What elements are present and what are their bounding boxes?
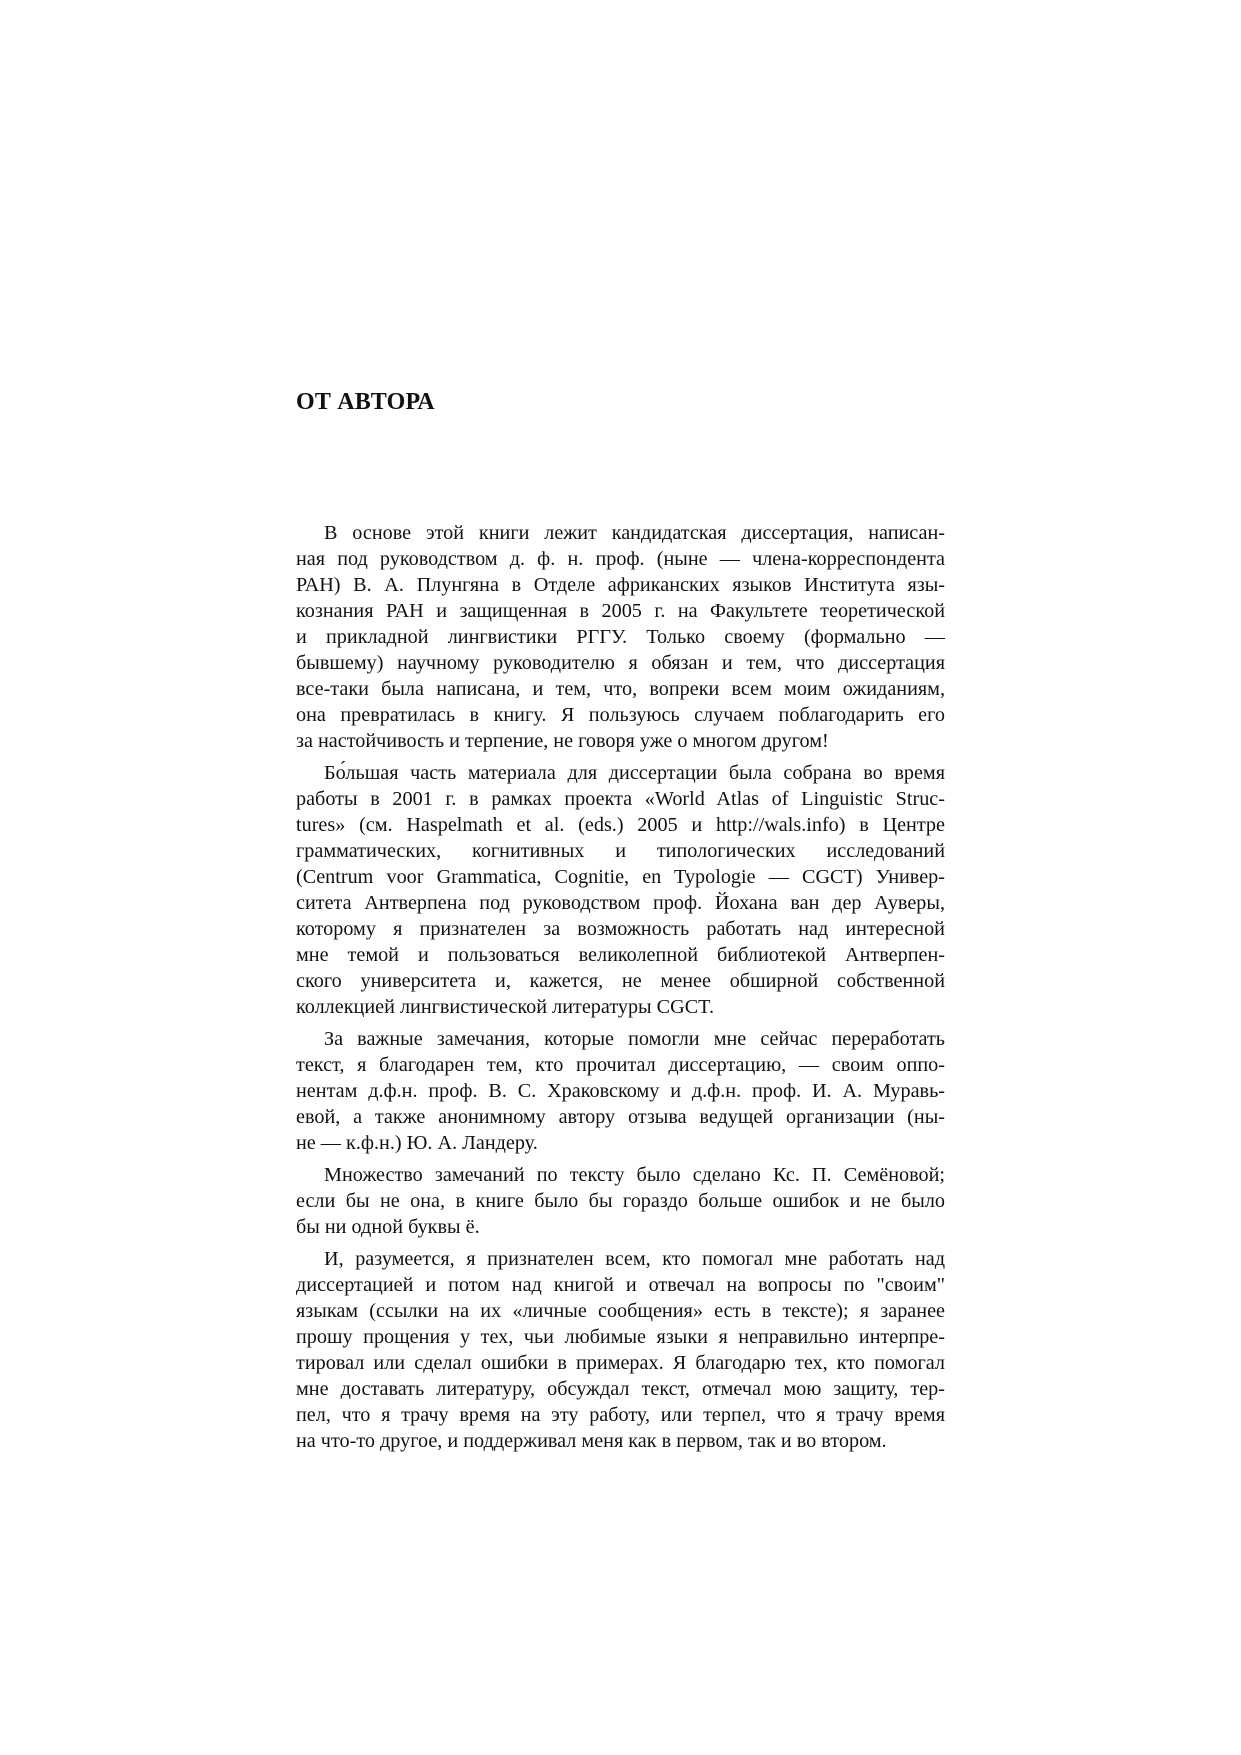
text-line: и прикладной лингвистики РГГУ. Только своему (формально — bbox=[296, 626, 945, 648]
text-line: ная под руководством д. ф. н. проф. (ныне — члена-корреспондента bbox=[296, 548, 945, 570]
text-line: которому я признателен за возможность работать над интересной bbox=[296, 918, 945, 940]
text-line: прошу прощения у тех, чьи любимые языки я неправильно интерпре- bbox=[296, 1326, 945, 1348]
paragraph-3 bbox=[296, 1026, 945, 1156]
text-line: За важные замечания, которые помогли мне сейчас переработать bbox=[324, 1028, 945, 1050]
text-line: не — к.ф.н.) Ю. А. Ландеру. bbox=[296, 1132, 538, 1154]
text-line: бывшему) научному руководителю я обязан и тем, что диссертация bbox=[296, 652, 945, 674]
text-line: работы в 2001 г. в рамках проекта «World Atlas of Linguistic Struc- bbox=[296, 788, 945, 810]
text-line: РАН) В. А. Плунгяна в Отделе африканских языков Института язы- bbox=[296, 574, 945, 596]
text-line: (Centrum voor Grammatica, Cognitie, en Typologie — CGCT) Универ- bbox=[296, 866, 945, 888]
text-line: диссертацией и потом над книгой и отвечал на вопросы по "своим" bbox=[296, 1274, 945, 1296]
text-line: за настойчивость и терпение, не говоря уже о многом другом! bbox=[296, 730, 829, 752]
paragraph-5 bbox=[296, 1246, 945, 1454]
text-line: В основе этой книги лежит кандидатская диссертация, написан- bbox=[324, 522, 945, 544]
text-line: все-таки была написана, и тем, что, вопреки всем моим ожиданиям, bbox=[296, 678, 945, 700]
text-line: tures» (см. Haspelmath et al. (eds.) 2005 и http://wals.info) в Центре bbox=[296, 814, 945, 836]
paragraph-2 bbox=[296, 760, 945, 1020]
body-text bbox=[296, 520, 945, 1460]
text-line: текст, я благодарен тем, кто прочитал диссертацию, — своим оппо- bbox=[296, 1054, 945, 1076]
text-line: коллекцией лингвистической литературы CGCT. bbox=[296, 996, 715, 1018]
text-line: если бы не она, в книге было бы гораздо больше ошибок и не было bbox=[296, 1190, 945, 1212]
text-line: грамматических, когнитивных и типологических исследований bbox=[296, 840, 945, 862]
paragraph-1 bbox=[296, 520, 945, 754]
text-line: ситета Антверпена под руководством проф. Йохана ван дер Ауверы, bbox=[296, 892, 945, 914]
text-line: тировал или сделал ошибки в примерах. Я благодарю тех, кто помогал bbox=[296, 1352, 945, 1374]
text-line: Множество замечаний по тексту было сделано Кс. П. Семёновой; bbox=[324, 1164, 945, 1186]
text-line: кознания РАН и защищенная в 2005 г. на Факультете теоретической bbox=[296, 600, 945, 622]
text-line: языкам (ссылки на их «личные сообщения» есть в тексте); я заранее bbox=[296, 1300, 945, 1322]
page-title: ОТ АВТОРА bbox=[296, 389, 435, 415]
text-line: ского университета и, кажется, не менее обширной собственной bbox=[296, 970, 945, 992]
text-line: пел, что я трачу время на эту работу, или терпел, что я трачу время bbox=[296, 1404, 945, 1426]
text-line: евой, а также анонимному автору отзыва ведущей организации (ны- bbox=[296, 1106, 945, 1128]
text-line: бы ни одной буквы ё. bbox=[296, 1216, 480, 1238]
text-line: на что-то другое, и поддерживал меня как в первом, так и во втором. bbox=[296, 1430, 887, 1452]
text-line: мне доставать литературу, обсуждал текст, отмечал мою защиту, тер- bbox=[296, 1378, 945, 1400]
text-line: Бо́льшая часть материала для диссертации была собрана во время bbox=[324, 762, 945, 784]
text-line: И, разумеется, я признателен всем, кто помогал мне работать над bbox=[324, 1248, 945, 1270]
text-line: нентам д.ф.н. проф. В. С. Храковскому и д.ф.н. проф. И. А. Муравь- bbox=[296, 1080, 945, 1102]
text-line: она превратилась в книгу. Я пользуюсь случаем поблагодарить его bbox=[296, 704, 945, 726]
text-line: мне темой и пользоваться великолепной библиотекой Антверпен- bbox=[296, 944, 945, 966]
paragraph-4 bbox=[296, 1162, 945, 1240]
